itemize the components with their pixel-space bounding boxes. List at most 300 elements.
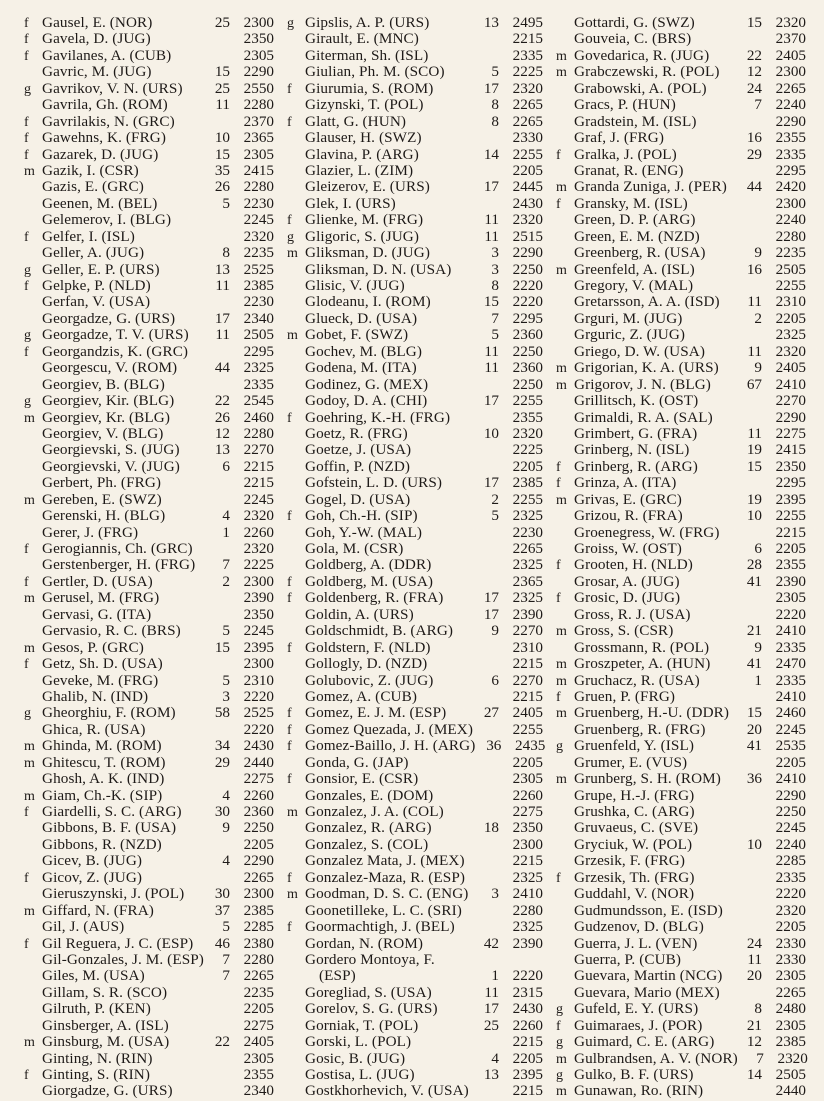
games-count: 34 (214, 737, 230, 755)
title-code: f (556, 459, 561, 475)
games-count: 17 (214, 309, 230, 327)
player-name: Gomez Quezada, J. (MEX) (305, 720, 474, 738)
player-name: Gruenberg, H.-U. (DDR) (574, 704, 730, 722)
elo-rating: 2265 (775, 983, 806, 1001)
player-name: Goldenberg, R. (FRA) (305, 589, 444, 607)
player-entry (287, 705, 543, 721)
title-code: f (24, 870, 29, 886)
elo-rating: 2335 (775, 145, 806, 163)
player-name: Gerfan, V. (USA) (42, 293, 151, 311)
elo-rating: 2395 (512, 1066, 543, 1084)
player-name: Gosic, B. (JUG) (305, 1049, 406, 1067)
games-count: 2 (754, 309, 762, 327)
elo-rating: 2215 (775, 523, 806, 541)
player-entry (287, 870, 543, 886)
elo-rating: 2300 (775, 63, 806, 81)
player-entry (556, 229, 806, 245)
player-entry (287, 442, 543, 458)
player-entry (24, 262, 274, 278)
elo-rating: 2320 (512, 424, 543, 442)
elo-rating: 2215 (512, 1082, 543, 1100)
player-name: Gracs, P. (HUN) (574, 96, 676, 114)
player-name: Gicev, B. (JUG) (42, 852, 143, 870)
player-entry (556, 1067, 806, 1083)
player-name: Grabowski, A. (POL) (574, 79, 707, 97)
elo-rating: 2205 (512, 753, 543, 771)
player-entry (556, 870, 806, 886)
player-entry (24, 344, 274, 360)
title-code: g (287, 16, 294, 31)
games-count: 12 (746, 63, 762, 81)
player-name-line-1: Gordero Montoya, F. (305, 950, 435, 968)
elo-rating: 2350 (243, 605, 274, 623)
title-code: m (24, 410, 35, 426)
games-count: 24 (746, 79, 762, 97)
elo-rating: 2245 (243, 211, 274, 229)
elo-rating: 2205 (512, 1049, 543, 1067)
elo-rating: 2355 (512, 408, 543, 426)
player-name: Gerusel, M. (FRG) (42, 589, 160, 607)
games-count: 7 (756, 1049, 764, 1067)
games-count: 11 (484, 983, 499, 1001)
elo-rating: 2255 (512, 490, 543, 508)
elo-rating: 2255 (512, 145, 543, 163)
player-name: Gudmundsson, E. (ISD) (574, 901, 723, 919)
player-name: Grimbert, G. (FRA) (574, 424, 698, 442)
games-count: 30 (214, 885, 230, 903)
player-name: Georgandzis, K. (GRC) (42, 342, 189, 360)
player-name: Gouveia, C. (BRS) (574, 30, 692, 48)
elo-rating: 2505 (243, 326, 274, 344)
player-entry (556, 541, 806, 557)
title-code: f (24, 279, 29, 294)
elo-rating: 2205 (512, 161, 543, 179)
games-count: 8 (491, 112, 499, 130)
games-count: 9 (491, 622, 499, 640)
title-code: m (556, 180, 567, 196)
games-count: 7 (491, 309, 499, 327)
player-entry (287, 837, 543, 853)
player-name: Goldschmidt, B. (ARG) (305, 622, 454, 640)
games-count: 25 (214, 14, 230, 31)
player-entry (287, 344, 543, 360)
player-name: Glienke, M. (FRG) (305, 211, 424, 229)
elo-rating: 2405 (775, 46, 806, 64)
player-entry (287, 985, 543, 1001)
elo-rating: 2320 (775, 342, 806, 360)
elo-rating: 2430 (243, 737, 274, 755)
player-name: Gostkhorhevich, V. (USA) (305, 1082, 469, 1100)
games-count: 26 (214, 408, 230, 426)
games-count: 5 (222, 671, 230, 689)
elo-rating: 2310 (512, 638, 543, 656)
player-entry (24, 656, 274, 672)
column-2 (287, 14, 546, 1100)
player-entry (556, 97, 806, 113)
player-name: Ghinda, M. (ROM) (42, 737, 162, 755)
games-count: 9 (754, 638, 762, 656)
player-name: Gruenfeld, Y. (ISL) (574, 737, 694, 755)
player-name: Gizynski, T. (POL) (305, 96, 424, 114)
player-name: Godinez, G. (MEX) (305, 375, 429, 393)
games-count: 5 (222, 918, 230, 936)
elo-rating: 2410 (775, 622, 806, 640)
player-entry (287, 377, 543, 393)
player-name: Gross, R. J. (USA) (574, 605, 691, 623)
player-entry (287, 327, 543, 343)
games-count: 21 (746, 1016, 762, 1034)
elo-rating: 2325 (512, 556, 543, 574)
player-name: Groiss, W. (OST) (574, 540, 682, 557)
title-code: f (556, 476, 561, 492)
player-name: Goetze, J. (USA) (305, 441, 412, 459)
elo-rating: 2390 (243, 589, 274, 607)
player-entry (287, 656, 543, 672)
elo-rating: 2235 (243, 244, 274, 262)
player-entry (287, 903, 543, 919)
player-name: Gavrikov, V. N. (URS) (42, 79, 183, 97)
elo-rating: 2440 (775, 1082, 806, 1100)
elo-rating: 2270 (243, 441, 274, 459)
player-entry (287, 114, 543, 130)
player-name: Gausel, E. (NOR) (42, 14, 153, 31)
title-code: f (556, 1018, 561, 1034)
elo-rating: 2230 (243, 194, 274, 212)
games-count: 10 (214, 129, 230, 147)
player-name: Gelemerov, I. (BLG) (42, 211, 172, 229)
player-name: Gradstein, M. (ISL) (574, 112, 697, 130)
player-entry (287, 919, 543, 935)
elo-rating: 2290 (775, 786, 806, 804)
title-code: g (287, 229, 294, 245)
player-name: Gavela, D. (JUG) (42, 30, 151, 48)
elo-rating: 2325 (512, 589, 543, 607)
title-code: m (24, 163, 35, 179)
player-entry (287, 492, 543, 508)
elo-rating: 2525 (243, 704, 274, 722)
player-name: Gavrila, Gh. (ROM) (42, 96, 168, 114)
player-entry (24, 771, 274, 787)
elo-rating: 2395 (775, 490, 806, 508)
player-entry (556, 48, 806, 64)
elo-rating: 2250 (775, 803, 806, 820)
elo-rating: 2235 (775, 244, 806, 262)
player-entry (24, 952, 274, 968)
elo-rating: 2300 (243, 885, 274, 903)
elo-rating: 2265 (512, 112, 543, 130)
title-code: m (556, 48, 567, 64)
games-count: 17 (483, 589, 499, 607)
player-name: Girault, E. (MNC) (305, 30, 419, 48)
elo-rating: 2215 (512, 852, 543, 870)
player-name: Gochev, M. (BLG) (305, 342, 423, 360)
elo-rating: 2215 (243, 474, 274, 492)
player-entry (287, 541, 543, 557)
player-name: Gomez, A. (CUB) (305, 687, 418, 705)
player-entry (287, 590, 543, 606)
player-entry (24, 738, 274, 754)
player-entry (24, 689, 274, 705)
elo-rating: 2225 (512, 63, 543, 81)
title-code: f (556, 147, 561, 163)
elo-rating: 2385 (512, 474, 543, 492)
elo-rating: 2280 (243, 950, 274, 968)
player-name: Gervasi, G. (ITA) (42, 605, 152, 623)
player-entry (556, 722, 806, 738)
games-count: 26 (214, 178, 230, 196)
title-code: g (24, 262, 31, 278)
player-name: Gieruszynski, J. (POL) (42, 885, 185, 903)
player-entry (24, 508, 274, 524)
elo-rating: 2230 (243, 293, 274, 311)
games-count: 13 (214, 260, 230, 278)
elo-rating: 2305 (512, 770, 543, 788)
player-entry (24, 590, 274, 606)
player-entry (24, 1051, 274, 1067)
player-entry (24, 212, 274, 228)
games-count: 9 (222, 819, 230, 837)
player-name: Grosic, D. (JUG) (574, 589, 681, 607)
player-entry (24, 294, 274, 310)
player-name: Green, E. M. (NZD) (574, 227, 700, 245)
player-name: Gerogiannis, Ch. (GRC) (42, 540, 193, 557)
player-entry (287, 97, 543, 113)
games-count: 36 (746, 770, 762, 788)
player-name: Gomez-Baillo, J. H. (ARG) (305, 737, 476, 755)
title-code: f (287, 870, 292, 886)
player-entry (24, 459, 274, 475)
player-name: Guerra, J. L. (VEN) (574, 934, 698, 952)
games-count: 20 (746, 720, 762, 738)
games-count: 10 (483, 424, 499, 442)
title-code: f (287, 706, 292, 722)
elo-rating: 2205 (775, 540, 806, 557)
player-entry (24, 557, 274, 573)
column-1 (24, 15, 274, 1100)
elo-rating: 2340 (243, 309, 274, 327)
elo-rating: 2435 (515, 737, 546, 755)
elo-rating: 2320 (775, 901, 806, 919)
player-entry (556, 607, 806, 623)
title-code: f (556, 558, 561, 574)
player-entry (556, 755, 806, 771)
title-code: m (556, 377, 567, 393)
player-entry (556, 294, 806, 310)
player-entry (24, 640, 274, 656)
player-name: Geenen, M. (BEL) (42, 194, 158, 212)
player-entry (24, 360, 274, 376)
player-entry (24, 541, 274, 557)
player-name: Ghalib, N. (IND) (42, 687, 149, 705)
player-entry (556, 81, 806, 97)
player-name: Guimard, C. E. (ARG) (574, 1033, 715, 1051)
games-count: 27 (483, 704, 499, 722)
player-name: Gil, J. (AUS) (42, 918, 125, 936)
elo-rating: 2305 (775, 589, 806, 607)
title-code: f (24, 657, 29, 673)
games-count: 2 (222, 572, 230, 590)
player-name: Giam, Ch.-K. (SIP) (42, 786, 163, 804)
games-count: 29 (214, 753, 230, 771)
player-name: Glek, I. (URS) (305, 194, 396, 212)
elo-rating: 2280 (243, 178, 274, 196)
player-name: Grivas, E. (GRC) (574, 490, 682, 508)
player-entry (556, 640, 806, 656)
elo-rating: 2330 (512, 129, 543, 147)
player-name: Grillitsch, K. (OST) (574, 392, 699, 410)
player-entry (556, 311, 806, 327)
player-name: Gonzalez-Maza, R. (ESP) (305, 868, 466, 886)
title-code: g (24, 328, 31, 344)
elo-rating: 2260 (512, 786, 543, 804)
title-code: f (24, 229, 29, 245)
player-entry (556, 64, 806, 80)
elo-rating: 2240 (775, 96, 806, 114)
player-name: Groszpeter, A. (HUN) (574, 655, 711, 673)
player-entry (24, 245, 274, 261)
player-entry (556, 952, 806, 968)
player-entry (287, 212, 543, 228)
player-entry (556, 196, 806, 212)
player-entry (287, 820, 543, 836)
player-name: Grigorov, J. N. (BLG) (574, 375, 711, 393)
player-entry (556, 886, 806, 902)
elo-rating: 2215 (512, 1033, 543, 1051)
elo-rating: 2250 (512, 260, 543, 278)
player-name: Glazier, L. (ZIM) (305, 161, 414, 179)
title-code: f (556, 196, 561, 212)
elo-rating: 2240 (775, 835, 806, 853)
player-name: Georgadze, G. (URS) (42, 309, 176, 327)
elo-rating: 2325 (512, 507, 543, 525)
title-code: m (556, 65, 567, 81)
games-count: 8 (491, 96, 499, 114)
player-name: Granat, R. (ENG) (574, 161, 684, 179)
player-entry (556, 590, 806, 606)
elo-rating: 2290 (775, 112, 806, 130)
games-count: 41 (746, 572, 762, 590)
elo-rating: 2495 (512, 14, 543, 31)
player-name: Grzesik, Th. (FRG) (574, 868, 695, 886)
player-name: Gryciuk, W. (POL) (574, 835, 693, 853)
player-name: Gavilanes, A. (CUB) (42, 46, 172, 64)
elo-rating: 2310 (775, 293, 806, 311)
player-entry (24, 426, 274, 442)
player-name: Gazarek, D. (JUG) (42, 145, 159, 163)
games-count: 16 (746, 129, 762, 147)
elo-rating: 2320 (512, 79, 543, 97)
elo-rating: 2215 (512, 687, 543, 705)
title-code: m (556, 772, 567, 788)
games-count: 22 (214, 1033, 230, 1051)
player-name: Goodman, D. S. C. (ENG) (305, 885, 469, 903)
elo-rating: 2220 (775, 605, 806, 623)
games-count: 15 (214, 638, 230, 656)
player-name: Gola, M. (CSR) (305, 540, 404, 557)
player-name: Grizou, R. (FRA) (574, 507, 683, 525)
games-count: 13 (483, 1066, 499, 1084)
player-entry (287, 788, 543, 804)
games-count: 36 (486, 737, 502, 755)
games-count: 19 (746, 490, 762, 508)
elo-rating: 2385 (243, 901, 274, 919)
elo-rating: 2205 (775, 918, 806, 936)
elo-rating: 2335 (775, 868, 806, 886)
player-entry (287, 1051, 543, 1067)
player-entry (287, 262, 543, 278)
player-entry (287, 755, 543, 771)
player-entry (556, 327, 806, 343)
elo-rating: 2515 (512, 227, 543, 245)
elo-rating: 2265 (243, 868, 274, 886)
player-name: Grinza, A. (ITA) (574, 474, 677, 492)
player-entry (287, 179, 543, 195)
title-code: m (287, 805, 298, 820)
games-count: 11 (215, 326, 230, 344)
games-count: 17 (483, 392, 499, 410)
player-entry (556, 344, 806, 360)
elo-rating: 2355 (775, 129, 806, 147)
player-name: Goehring, K.-H. (FRG) (305, 408, 451, 426)
player-name: Gil-Gonzales, J. M. (ESP) (42, 950, 204, 968)
player-name: Gavrilakis, N. (GRC) (42, 112, 175, 130)
player-entry (556, 705, 806, 721)
player-entry (556, 1083, 806, 1099)
games-count: 5 (491, 507, 499, 525)
player-entry (287, 294, 543, 310)
elo-rating: 2320 (777, 1049, 808, 1067)
title-code: g (24, 394, 31, 410)
games-count: 11 (484, 211, 499, 229)
player-name: Greenberg, R. (USA) (574, 244, 706, 262)
player-name: Gleizerov, E. (URS) (305, 178, 430, 196)
elo-rating: 2245 (243, 490, 274, 508)
player-entry (24, 574, 274, 590)
player-entry (556, 1034, 806, 1050)
title-code: m (556, 706, 567, 722)
elo-rating: 2215 (512, 30, 543, 48)
title-code: f (287, 509, 292, 525)
player-entry (556, 1051, 806, 1067)
games-count: 30 (214, 803, 230, 820)
elo-rating: 2525 (243, 260, 274, 278)
player-entry (24, 278, 274, 294)
player-entry (556, 377, 806, 393)
elo-rating: 2255 (512, 392, 543, 410)
games-count: 12 (214, 424, 230, 442)
elo-rating: 2410 (775, 687, 806, 705)
player-entry (24, 903, 274, 919)
title-code: m (556, 673, 567, 689)
elo-rating: 2360 (243, 803, 274, 820)
title-code: f (24, 542, 29, 557)
elo-rating: 2300 (512, 835, 543, 853)
elo-rating: 2335 (775, 671, 806, 689)
player-name: Gicov, Z. (JUG) (42, 868, 143, 886)
elo-rating: 2280 (512, 901, 543, 919)
player-name: Glavina, P. (ARG) (305, 145, 419, 163)
player-name: Gheorghiu, F. (ROM) (42, 704, 176, 722)
player-name: Gliksman, D. N. (USA) (305, 260, 452, 278)
title-code: m (24, 640, 35, 656)
player-name: Gross, S. (CSR) (574, 622, 674, 640)
player-entry (556, 508, 806, 524)
player-entry (556, 903, 806, 919)
games-count: 7 (754, 96, 762, 114)
elo-rating: 2305 (243, 46, 274, 64)
title-code: g (24, 706, 31, 722)
player-entry (24, 968, 274, 984)
